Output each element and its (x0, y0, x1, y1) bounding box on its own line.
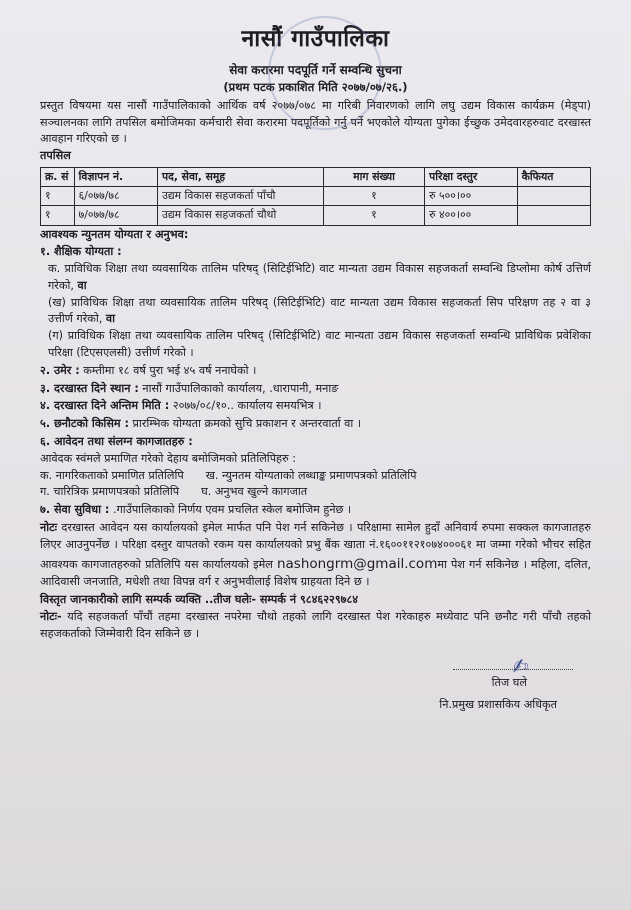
cell-fee: रु ५००।०० (425, 187, 517, 206)
place-text: नासौं गाउँपालिकाको कार्यालय, .धारापानी, मनाङ (142, 381, 339, 395)
table-row (41, 187, 591, 206)
requirements-heading: आवश्यक न्युनतम योग्यता र अनुभव: (40, 227, 189, 241)
signature-block (40, 651, 591, 761)
documents-row-2 (40, 484, 591, 501)
place-line (40, 381, 591, 398)
intro-paragraph: प्रस्तुत विषयमा यस नासौं गाउँपालिकाको आर्थिक वर्ष २०७७/०७८ मा गरिबी निवारणको लागि लघु उद्यम विकास कार्यक्रम (मेड्पा) सञ्चालनका लागि तपसिल बमोजिमका कर्मचारी सेवा करारमा पदपूर्तिको गर्नु पर्ने भएकोले योग्यता पुगेका ईच्छुक उमेदवारहरुवाट दरखास्त आवहान गरिएको छ । (40, 98, 591, 146)
document-ga: ग. चारित्रिक प्रमाणपत्रको प्रतिलिपि (40, 485, 180, 499)
cell-serial: १ (41, 206, 75, 225)
office-seal-stamp (268, 16, 382, 130)
cell-demand: १ (323, 206, 424, 225)
deadline-text: २०७७/०८/१०.. कार्यालय समयभित्र । (172, 399, 322, 413)
contact-line: विस्तृत जानकारीको लागि सम्पर्क व्यक्ति ..तीज घलेः- सम्पर्क नं ९८४६२२९७८४ (40, 592, 359, 606)
facility-label: ७. सेवा सुविधा : (40, 503, 110, 517)
col-demand: माग संख्या (323, 167, 424, 186)
tapsil-heading: तपसिल (40, 149, 71, 163)
email-link[interactable]: nashongrm@gmail.com (276, 555, 438, 572)
publish-date: (प्रथम पटक प्रकाशित मिति २०७७/०७/२६.) (223, 79, 408, 94)
education-option-kha (40, 295, 591, 329)
col-remarks: कैफियत (517, 167, 590, 186)
table-header-row (41, 167, 591, 186)
col-post: पद, सेवा, समूह (157, 167, 323, 186)
note-two-text: यदि सहजकर्ता पाँचौं तहमा दरखास्त नपरेमा चौथो तहको लागि दरखास्त पेश गरेकाहरु मध्येवाट पनि छनौट गरी पाँचौ तहको सहजकर्ताको जिम्मेवारी दिन सकिने छ । (40, 610, 591, 641)
documents-intro: आवेदक स्वंमले प्रमाणित गरेको देहाय बमोजिमको प्रतिलिपिहरु : (40, 451, 297, 465)
document-gha: घ. अनुभव खुल्ने कागजात (201, 485, 308, 499)
age-label: २. उमेर : (40, 363, 80, 377)
col-serial: क्र. सं (41, 167, 75, 186)
cell-remarks (517, 187, 590, 206)
cell-fee: रु ४००।०० (425, 206, 517, 225)
education-option-ga: (ग) प्राविधिक शिक्षा तथा व्यवसायिक तालिम परिषद् (सिटिईभिटि) वाट मान्यता उद्यम विकास सहजकर्ता सम्वन्धि प्राविधिक प्रवेशिका परिक्षा (टिएसएलसी) उत्तीर्ण गरेको । (48, 329, 591, 360)
notice-subtitle: सेवा करारमा पदपूर्ति गर्ने सम्वन्धि सुचना (229, 62, 402, 77)
signatory-name: तिज घले (491, 676, 527, 690)
education-kha-text: (ख) प्राविधिक शिक्षा तथा व्यवसायिक तालिम परिषद् (सिटिईभिटि) वाट मान्यता उद्यम विकास सहजकर्ता सिप परिक्षण तह २ वा ३ उत्तीर्ण गरेको, (48, 295, 591, 326)
note-one-text: दरखास्त आवेदन यस कार्यालयको इमेल मार्फत पनि पेश गर्न सकिनेछ । परिक्षामा सामेल हुदाँ अनिवार्य रुपमा सक्कल कागजातहरु लिएर आउनुपर्नेछ । परिक्षा दस्तुर वापतको रकम यस कार्यालयको प्रभु बैंक खाता नं.१६००११२१०७४०००६१ मा जम्मा गरेको भौचर सहित आवश्यक कागजातहरुको प्रतिलिपि यस कार्यालयको इमेल (40, 521, 591, 571)
facility-line (40, 502, 591, 519)
document-ka: क. नागरिकताको प्रमाणित प्रतिलिपि (40, 468, 184, 482)
cell-serial: १ (41, 187, 75, 206)
note-two (40, 609, 591, 643)
note-one-tail: मा पेश गर्न सकिनेछ । महिला, दलित, आदिवासी जनजाति, मधेशी तथा विपन्न वर्ग र अनुभवीलाई विशेष ग्राहयता दिने छ । (40, 557, 591, 588)
cell-demand: १ (323, 187, 424, 206)
page-title: नासौं गाउँपालिका (241, 26, 390, 52)
vacancy-table (40, 167, 591, 226)
table-row (41, 206, 591, 225)
selection-text: प्रारम्भिक योग्यता क्रमको सुचि प्रकाशन र अन्तरवार्ता वा । (132, 417, 362, 431)
facility-text: .गाउँपालिकाको निर्णय एवम प्रचलित स्केल बमोजिम हुनेछ । (112, 503, 352, 517)
education-kha-or: वा (105, 312, 116, 326)
signature-line (453, 669, 573, 670)
selection-label: ५. छनौटको किसिम : (40, 417, 129, 431)
cell-post: उद्यम विकास सहजकर्ता पाँचौ (157, 187, 323, 206)
cell-remarks (517, 206, 590, 225)
education-ka-or: वा (77, 278, 87, 292)
age-text: कम्तीमा १८ वर्ष पुरा भई ४५ वर्ष ननाघेको । (83, 363, 257, 377)
signatory-title: नि.प्रमुख प्रशासकिय अधिकृत (439, 698, 557, 712)
documents-heading: ६. आवेदन तथा संलग्न कागजातहरु : (40, 435, 193, 449)
selection-line (40, 416, 591, 433)
cell-ad-no: ६/०७७/७८ (74, 187, 157, 206)
col-ad-no: विज्ञापन नं. (74, 167, 157, 186)
place-label: ३. दरखास्त दिने स्थान : (40, 381, 139, 395)
education-option-ka (40, 261, 591, 295)
document-kha: ख. न्युनतम योग्यताको लब्धाङ्क प्रमाणपत्रको प्रतिलिपि (205, 468, 417, 482)
age-line (40, 363, 591, 380)
col-fee: परिक्षा दस्तुर (425, 167, 517, 186)
deadline-line (40, 398, 591, 415)
cell-post: उद्यम विकास सहजकर्ता चौथो (157, 206, 323, 225)
cell-ad-no: ७/०७७/७८ (74, 206, 157, 225)
note-two-label: नोटः- (40, 610, 62, 624)
note-one (40, 520, 591, 591)
note-one-label: नोटः (40, 521, 58, 535)
education-heading: १. शैक्षिक योग्यता : (40, 245, 122, 259)
education-ka-text: क. प्राविधिक शिक्षा तथा व्यवसायिक तालिम परिषद् (सिटिईभिटि) वाट मान्यता उद्यम विकास सहजकर्ता सम्वन्धि डिप्लोमा कोर्ष उत्तिर्ण गरेको, (48, 262, 591, 292)
deadline-label: ४. दरखास्त दिने अन्तिम मिति : (40, 399, 170, 413)
documents-row-1 (40, 468, 591, 485)
signature-scribble-icon: ✍ (510, 653, 531, 680)
